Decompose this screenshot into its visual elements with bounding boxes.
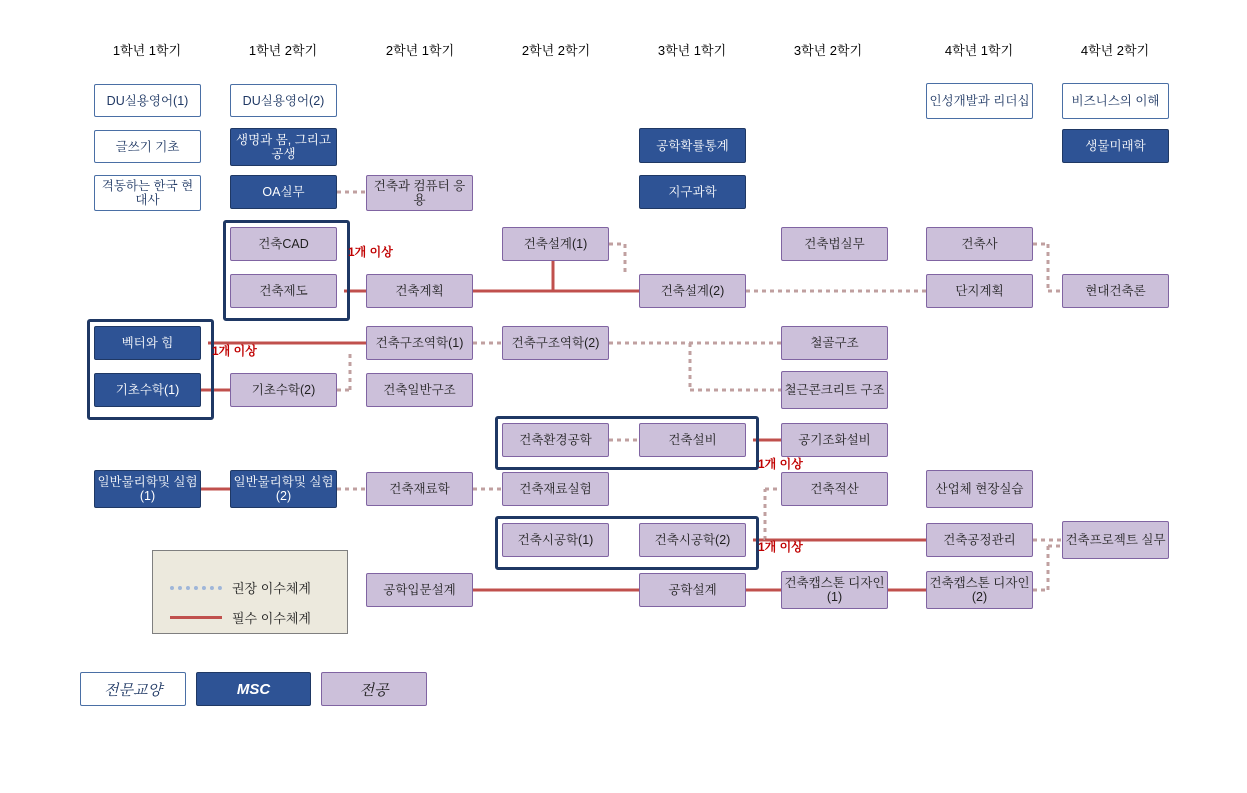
req-label-construction-group: 1개 이상 [758,540,803,554]
course-oa-practice[interactable]: OA실무 [230,175,337,209]
course-architect[interactable]: 건축사 [926,227,1033,261]
course-arch-process-management[interactable]: 건축공정관리 [926,523,1033,557]
course-understanding-business[interactable]: 비즈니스의 이해 [1062,83,1169,119]
course-arch-equipment[interactable]: 건축설비 [639,423,746,457]
course-arch-structural-mechanics-2[interactable]: 건축구조역학(2) [502,326,609,360]
course-site-planning[interactable]: 단지계획 [926,274,1033,308]
course-arch-design-2[interactable]: 건축설계(2) [639,274,746,308]
course-arch-planning[interactable]: 건축계획 [366,274,473,308]
course-arch-construction-1[interactable]: 건축시공학(1) [502,523,609,557]
course-life-body-symbiosis[interactable]: 생명과 몸, 그리고 공생 [230,128,337,166]
course-arch-capstone-design-1[interactable]: 건축캡스톤 디자인(1) [781,571,888,609]
course-du-practical-english-2[interactable]: DU실용영어(2) [230,84,337,117]
course-basic-math-2[interactable]: 기초수학(2) [230,373,337,407]
course-arch-construction-2[interactable]: 건축시공학(2) [639,523,746,557]
course-arch-capstone-design-2[interactable]: 건축캡스톤 디자인(2) [926,571,1033,609]
key-general-education: 전문교양 [80,672,186,706]
course-personality-development-leadership[interactable]: 인성개발과 리더십 [926,83,1033,119]
course-arch-design-1[interactable]: 건축설계(1) [502,227,609,261]
key-major: 전공 [321,672,427,706]
course-basic-math-1[interactable]: 기초수학(1) [94,373,201,407]
column-header: 1학년 1학기 [112,43,182,58]
legend-row-recommended [170,578,311,597]
course-modern-architecture-theory[interactable]: 현대건축론 [1062,274,1169,308]
course-arch-general-structure[interactable]: 건축일반구조 [366,373,473,407]
course-general-physics-lab-1[interactable]: 일반물리학및 실험(1) [94,470,201,508]
course-earth-science[interactable]: 지구과학 [639,175,746,209]
course-vector-and-force[interactable]: 벡터와 힘 [94,326,201,360]
course-arch-structural-mechanics-1[interactable]: 건축구조역학(1) [366,326,473,360]
column-header: 4학년 1학기 [944,43,1014,58]
course-bio-future-science[interactable]: 생물미래학 [1062,129,1169,163]
req-label-equipment-group: 1개 이상 [758,457,803,471]
solid-line-icon [170,616,222,619]
course-hvac-equipment[interactable]: 공기조화설비 [781,423,888,457]
column-header: 3학년 1학기 [657,43,727,58]
column-header: 3학년 2학기 [793,43,863,58]
legend-row-required [170,608,311,627]
course-arch-materials[interactable]: 건축재료학 [366,472,473,506]
course-writing-basics[interactable]: 글쓰기 기초 [94,130,201,163]
course-engineering-intro-design[interactable]: 공학입문설계 [366,573,473,607]
course-arch-materials-lab[interactable]: 건축재료실험 [502,472,609,506]
course-engineering-design[interactable]: 공학설계 [639,573,746,607]
column-header: 2학년 2학기 [521,43,591,58]
legend-label-required: 필수 이수체계 [232,611,311,626]
course-steel-structure[interactable]: 철골구조 [781,326,888,360]
course-engineering-statistics[interactable]: 공학확률통계 [639,128,746,163]
key-msc: MSC [196,672,311,706]
course-industry-field-training[interactable]: 산업체 현장실습 [926,470,1033,508]
column-header: 4학년 2학기 [1080,43,1150,58]
course-general-physics-lab-2[interactable]: 일반물리학및 실험(2) [230,470,337,508]
column-header: 1학년 2학기 [248,43,318,58]
course-arch-project-practice[interactable]: 건축프로젝트 실무 [1062,521,1169,559]
req-label-cad-group: 1개 이상 [348,245,393,259]
req-label-math-group: 1개 이상 [212,344,257,358]
course-arch-cad[interactable]: 건축CAD [230,227,337,261]
dotted-line-icon [170,586,222,590]
course-turbulent-korean-modern-history[interactable]: 격동하는 한국 현대사 [94,175,201,211]
course-arch-cost-estimation[interactable]: 건축적산 [781,472,888,506]
course-du-practical-english-1[interactable]: DU실용영어(1) [94,84,201,117]
course-arch-computer-applications[interactable]: 건축과 컴퓨터 응용 [366,175,473,211]
legend-label-recommended: 권장 이수체계 [232,581,311,596]
course-reinforced-concrete-structure[interactable]: 철근콘크리트 구조 [781,371,888,409]
course-arch-drafting[interactable]: 건축제도 [230,274,337,308]
course-arch-law-practice[interactable]: 건축법실무 [781,227,888,261]
course-arch-environmental-engineering[interactable]: 건축환경공학 [502,423,609,457]
column-header: 2학년 1학기 [385,43,455,58]
